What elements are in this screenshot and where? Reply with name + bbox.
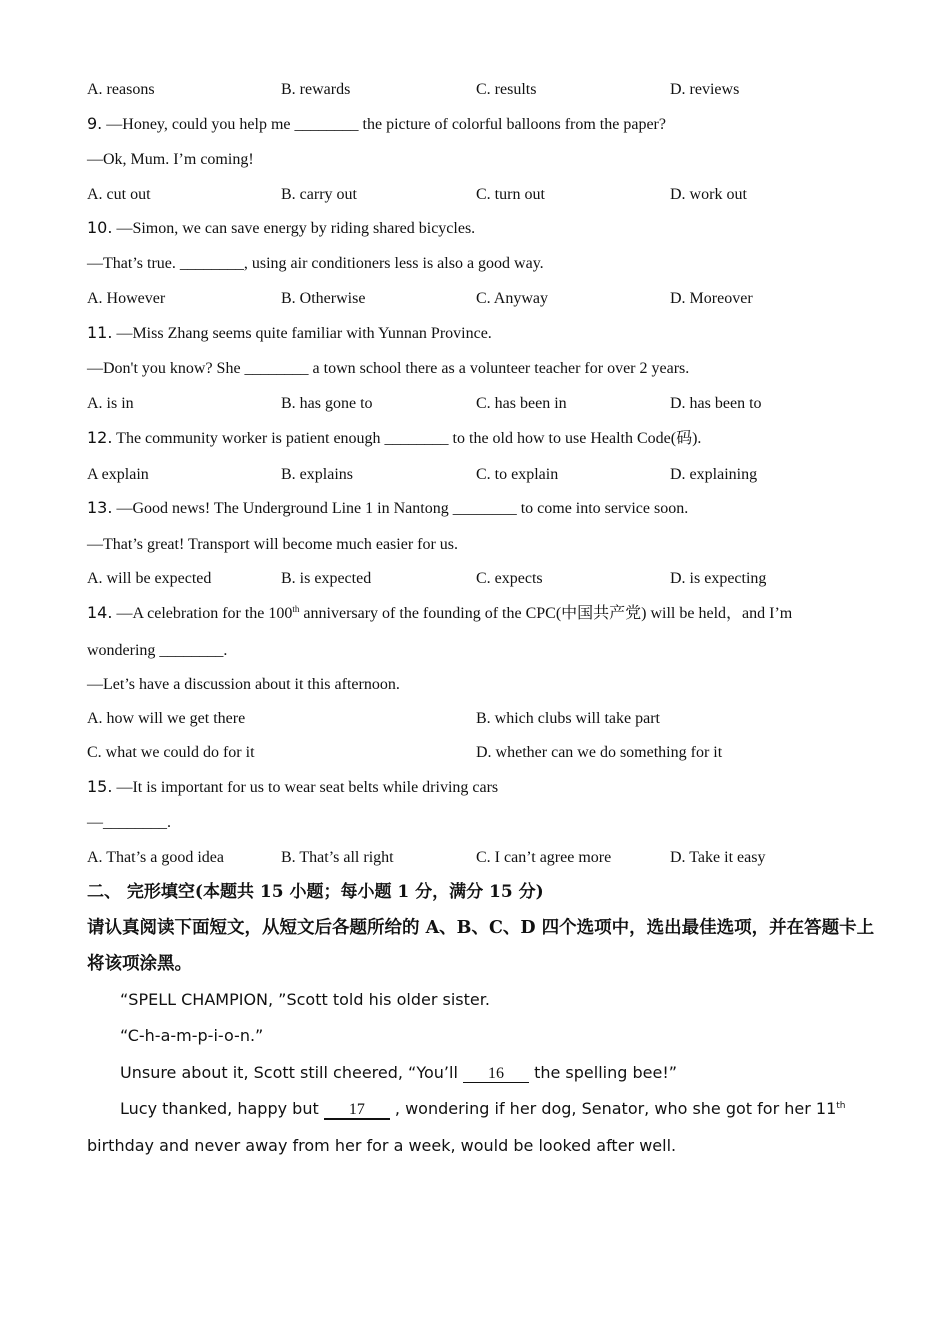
q15-option-d[interactable]: D. Take it easy: [670, 849, 766, 866]
passage-paragraph-4: [120, 1099, 846, 1120]
q8-option-a[interactable]: A. reasons: [87, 81, 155, 98]
q9-option-b[interactable]: B. carry out: [281, 186, 357, 203]
q13-option-a[interactable]: A. will be expected: [87, 570, 212, 587]
q11-option-d[interactable]: D. has been to: [670, 395, 762, 412]
q9-number: 9.: [87, 114, 103, 133]
passage-paragraph-4-cont: birthday and never away from her for a week, would be looked after well.: [87, 1136, 677, 1155]
q9-option-d[interactable]: D. work out: [670, 186, 747, 203]
q14-text-c: wondering ________.: [87, 642, 228, 659]
q15-reply: —________.: [87, 814, 171, 831]
q14-superscript: th: [292, 604, 300, 614]
q13-number: 13.: [87, 498, 113, 517]
q10-option-a[interactable]: A. However: [87, 290, 166, 307]
q13-reply: —That’s great! Transport will become much easier for us.: [87, 536, 459, 553]
passage-paragraph-1: “SPELL CHAMPION, ”Scott told his older sister.: [120, 990, 490, 1009]
q14-text-b: anniversary of the founding of the CPC(中国共产党) will be held，and I’m: [299, 605, 793, 622]
q10-text: —Simon, we can save energy by riding shared bicycles.: [112, 220, 476, 237]
q14-text-a: —A celebration for the 100: [112, 605, 293, 622]
q12-option-b[interactable]: B. explains: [281, 466, 353, 483]
q12-number: 12.: [87, 428, 113, 447]
q8-option-c[interactable]: C. results: [476, 81, 537, 98]
q14-option-b[interactable]: B. which clubs will take part: [476, 710, 660, 727]
passage-p3-text-b: the spelling bee!”: [528, 1063, 678, 1082]
q15-option-c[interactable]: C. I can’t agree more: [476, 849, 612, 866]
q14-option-c[interactable]: C. what we could do for it: [87, 744, 255, 761]
passage-p4-superscript: th: [836, 1101, 846, 1111]
q14-reply: —Let’s have a discussion about it this afternoon.: [87, 676, 400, 693]
q9-option-a[interactable]: A. cut out: [87, 186, 151, 203]
passage-p3-text-a: Unsure about it, Scott still cheered, “You’ll: [120, 1063, 463, 1082]
q14-number: 14.: [87, 603, 113, 622]
q10-question: [87, 218, 475, 239]
blank-17[interactable]: 17: [324, 1102, 390, 1120]
passage-paragraph-3: [120, 1063, 677, 1083]
q14-option-d[interactable]: D. whether can we do something for it: [476, 744, 723, 761]
section2-instruction: 请认真阅读下面短文，从短文后各题所给的 A、B、C、D 四个选项中，选出最佳选项，并在答题卡上将该项涂黑。: [87, 918, 875, 974]
q8-option-b[interactable]: B. rewards: [281, 81, 351, 98]
passage-p4-text-b: , wondering if her dog, Senator, who she got for her 11: [389, 1099, 837, 1118]
q10-option-c[interactable]: C. Anyway: [476, 290, 548, 307]
q11-option-a[interactable]: A. is in: [87, 395, 134, 412]
q11-option-c[interactable]: C. has been in: [476, 395, 567, 412]
q15-number: 15.: [87, 777, 113, 796]
q15-option-b[interactable]: B. That’s all right: [281, 849, 394, 866]
q12-text: The community worker is patient enough ________ to the old how to use Health Code(码).: [112, 430, 702, 447]
q9-text: —Honey, could you help me ________ the picture of colorful balloons from the paper?: [102, 116, 666, 133]
q11-text: —Miss Zhang seems quite familiar with Yunnan Province.: [112, 325, 492, 342]
q15-text: —It is important for us to wear seat belts while driving cars: [112, 779, 499, 796]
q12-option-a[interactable]: A explain: [87, 466, 149, 483]
q9-question: [87, 114, 666, 135]
passage-paragraph-2: “C-h-a-m-p-i-o-n.”: [120, 1026, 264, 1045]
q10-number: 10.: [87, 218, 113, 237]
q13-question: [87, 498, 688, 519]
section2-heading: 二、 完形填空(本题共 15 小题；每小题 1 分，满分 15 分): [87, 882, 544, 902]
q9-reply: —Ok, Mum. I’m coming!: [87, 151, 254, 168]
q12-question: [87, 428, 701, 449]
q12-option-d[interactable]: D. explaining: [670, 466, 758, 483]
q10-reply: —That’s true. ________, using air conditioners less is also a good way.: [87, 255, 544, 272]
q13-text: —Good news! The Underground Line 1 in Nantong ________ to come into service soon.: [112, 500, 689, 517]
q11-number: 11.: [87, 323, 113, 342]
q9-option-c[interactable]: C. turn out: [476, 186, 545, 203]
q10-option-d[interactable]: D. Moreover: [670, 290, 753, 307]
q11-reply: —Don't you know? She ________ a town school there as a volunteer teacher for over 2 years.: [87, 360, 690, 377]
q14-question: [87, 603, 792, 624]
q12-option-c[interactable]: C. to explain: [476, 466, 559, 483]
q11-question: [87, 323, 492, 344]
passage-p4-text-a: Lucy thanked, happy but: [120, 1099, 324, 1118]
q13-option-c[interactable]: C. expects: [476, 570, 543, 587]
q14-option-a[interactable]: A. how will we get there: [87, 710, 246, 727]
q10-option-b[interactable]: B. Otherwise: [281, 290, 366, 307]
q8-option-d[interactable]: D. reviews: [670, 81, 740, 98]
q13-option-b[interactable]: B. is expected: [281, 570, 372, 587]
blank-16[interactable]: 16: [463, 1066, 529, 1083]
q13-option-d[interactable]: D. is expecting: [670, 570, 767, 587]
q15-option-a[interactable]: A. That’s a good idea: [87, 849, 225, 866]
q11-option-b[interactable]: B. has gone to: [281, 395, 373, 412]
q15-question: [87, 777, 498, 798]
